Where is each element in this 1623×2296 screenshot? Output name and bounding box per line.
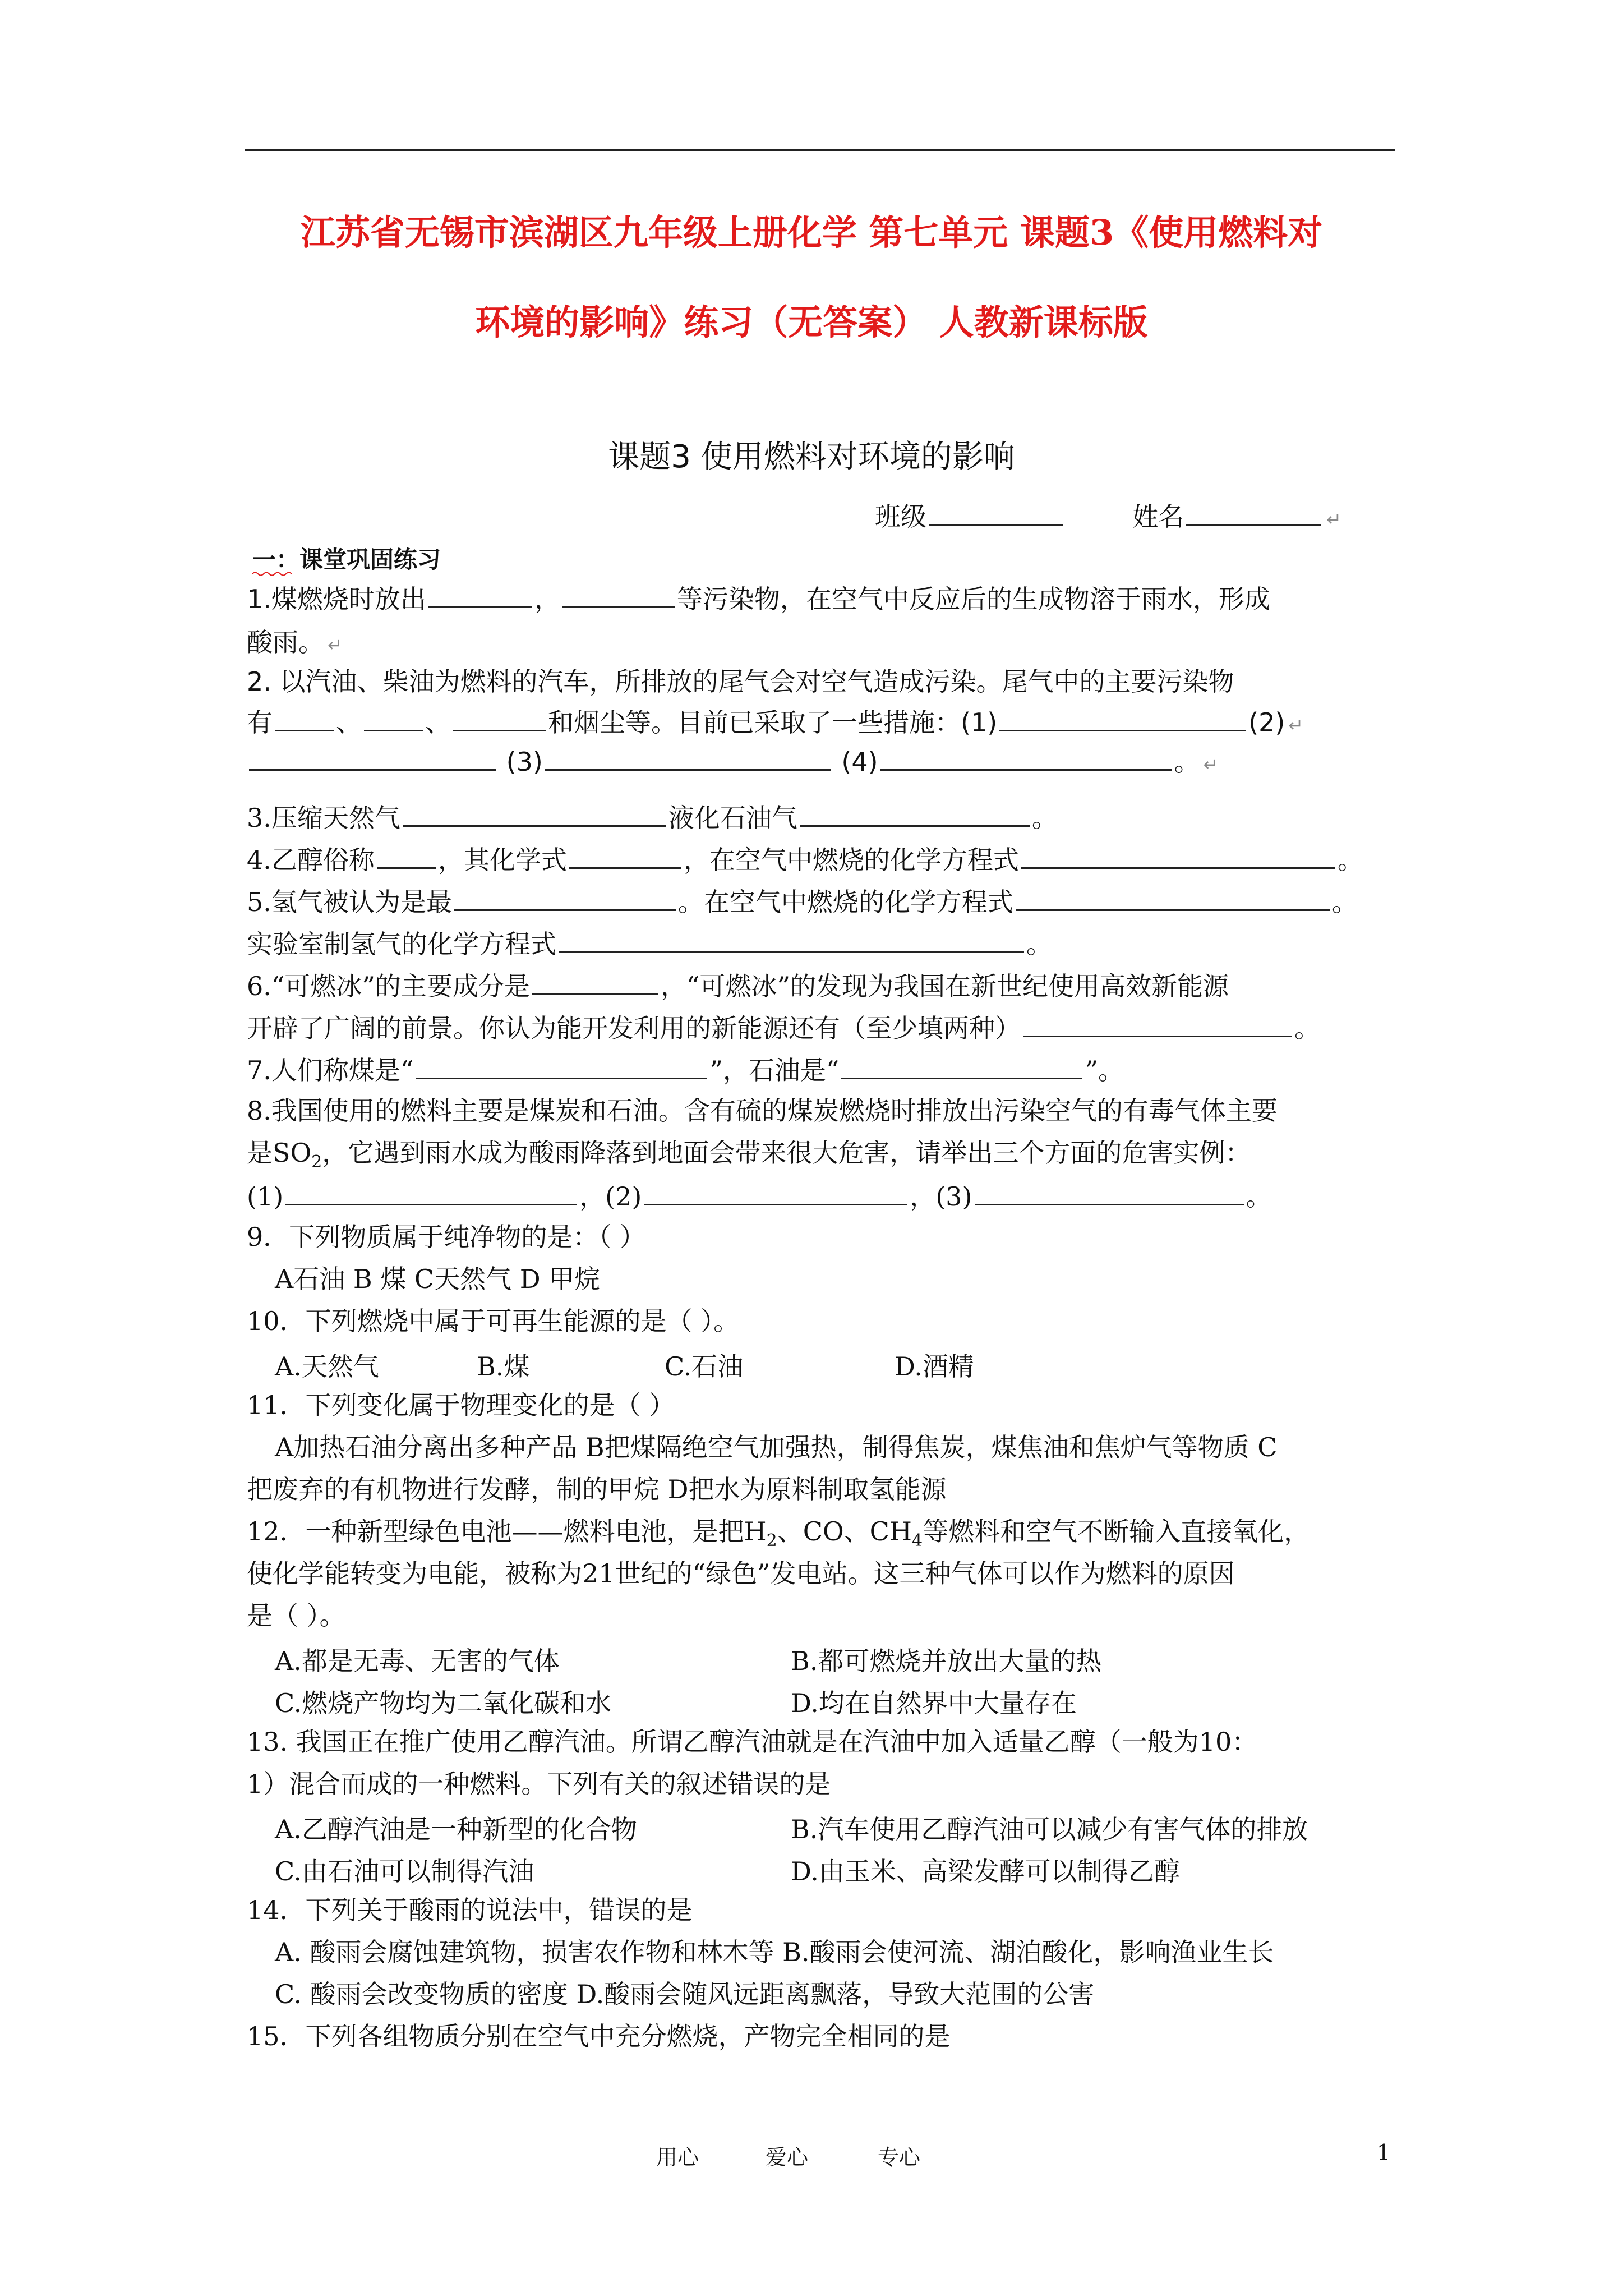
class-label: 班级	[875, 501, 926, 532]
name-label: 姓名	[1132, 501, 1184, 532]
blank[interactable]	[453, 704, 546, 731]
q10-option-b[interactable]: B.煤	[477, 1351, 530, 1382]
blank[interactable]	[841, 1052, 1082, 1079]
question-7: 7.人们称煤是“ ”，石油是“ ”。	[247, 1052, 1124, 1087]
question-5-line-1: 5.氢气被认为是最 。在空气中燃烧的化学方程式 。	[247, 884, 1358, 919]
spellcheck-squiggle	[252, 571, 294, 577]
blank[interactable]	[249, 743, 496, 771]
question-14-options-ab: A. 酸雨会腐蚀建筑物，损害农作物和林木等 B.酸雨会使河流、湖泊酸化，影响渔业生长	[275, 1937, 1274, 1967]
question-4: 4.乙醇俗称 ，其化学式 ，在空气中燃烧的化学方程式 。	[247, 841, 1363, 877]
question-9-options: A石油 B 煤 C天然气 D 甲烷	[275, 1264, 601, 1294]
question-12-line-2: 使化学能转变为电能，被称为21世纪的“绿色”发电站。这三种气体可以作为燃料的原因	[247, 1558, 1235, 1589]
question-8-line-3: (1) ，(2) ，(3) 。	[247, 1178, 1272, 1213]
q10-option-a[interactable]: A.天然气	[275, 1351, 379, 1382]
question-11-options-line-2: 把废弃的有机物进行发酵，制的甲烷 D把水为原料制取氢能源	[247, 1474, 947, 1504]
q12-option-b[interactable]: B.都可燃烧并放出大量的热	[791, 1646, 1102, 1676]
blank[interactable]	[403, 799, 666, 827]
blank[interactable]	[1021, 841, 1335, 869]
blank[interactable]	[532, 968, 658, 995]
question-11-options-line-1: A加热石油分离出多种产品 B把煤隔绝空气加强热，制得焦炭，煤焦油和焦炉气等物质 C	[275, 1432, 1278, 1462]
question-14-options-cd: C. 酸雨会改变物质的密度 D.酸雨会随风远距离飘落，导致大范围的公害	[275, 1979, 1095, 2009]
blank[interactable]	[800, 799, 1030, 827]
document-title-line-2: 环境的影响》练习（无答案） 人教新课标版	[475, 302, 1148, 343]
class-blank[interactable]	[929, 498, 1063, 526]
question-2-line-2: 有 、 、 和烟尘等。目前已采取了一些措施：(1) (2) ↵	[247, 704, 1303, 742]
question-8-line-2: 是$SO_2$，它遇到雨水成为酸雨降落到地面会带来很大危害，请举出三个方面的危害实例：	[247, 1138, 1251, 1172]
question-1-line-1: 1.煤燃烧时放出 ， 等污染物，在空气中反应后的生成物溶于雨水，形成	[247, 581, 1270, 616]
footer-word-3: 专心	[878, 2145, 921, 2170]
question-3: 3.压缩天然气 液化石油气 。	[247, 799, 1058, 835]
q13-option-c[interactable]: C.由石油可以制得汽油	[275, 1856, 534, 1887]
q13-option-d[interactable]: D.由玉米、高梁发酵可以制得乙醇	[791, 1856, 1180, 1887]
question-2-line-3: (3) (4) 。 ↵	[247, 743, 1218, 781]
q12-option-a[interactable]: A.都是无毒、无害的气体	[275, 1646, 560, 1676]
q10-option-c[interactable]: C.石油	[665, 1351, 744, 1382]
question-13-line-2: 1）混合而成的一种燃料。下列有关的叙述错误的是	[247, 1769, 831, 1799]
footer-word-1: 用心	[656, 2145, 699, 2170]
blank[interactable]	[562, 581, 675, 608]
q10-option-d[interactable]: D.酒精	[895, 1351, 974, 1382]
question-10: 10．下列燃烧中属于可再生能源的是（ ）。	[247, 1306, 740, 1336]
blank[interactable]	[999, 704, 1246, 731]
blank[interactable]	[559, 926, 1024, 953]
blank[interactable]	[285, 1178, 577, 1205]
question-11: 11．下列变化属于物理变化的是（ ）	[247, 1390, 675, 1420]
blank[interactable]	[880, 743, 1172, 771]
question-2-line-1: 2. 以汽油、柴油为燃料的汽车，所排放的尾气会对空气造成污染。尾气中的主要污染物	[247, 666, 1234, 697]
question-6-line-2: 开辟了广阔的前景。你认为能开发利用的新能源还有（至少填两种） 。	[247, 1010, 1320, 1045]
subheading: 一：课堂巩固练习	[252, 546, 441, 573]
blank[interactable]	[377, 841, 436, 869]
blank[interactable]	[1016, 884, 1330, 911]
blank[interactable]	[1023, 1010, 1292, 1037]
blank[interactable]	[545, 743, 831, 771]
blank[interactable]	[975, 1178, 1244, 1205]
section-title: 课题3 使用燃料对环境的影响	[608, 439, 1015, 475]
question-14: 14．下列关于酸雨的说法中，错误的是	[247, 1895, 693, 1925]
question-1-line-2: 酸雨。 ↵	[247, 627, 343, 657]
question-9: 9．下列物质属于纯净物的是：（ ）	[247, 1222, 645, 1252]
question-6-line-1: 6.“可燃冰”的主要成分是 ，“可燃冰”的发现为我国在新世纪使用高效新能源	[247, 968, 1229, 1003]
blank[interactable]	[364, 704, 423, 731]
q13-option-a[interactable]: A.乙醇汽油是一种新型的化合物	[275, 1814, 637, 1844]
question-12-line-3: 是（ ）。	[247, 1600, 345, 1631]
question-15: 15．下列各组物质分别在空气中充分燃烧，产物完全相同的是	[247, 2021, 951, 2051]
q12-option-c[interactable]: C.燃烧产物均为二氧化碳和水	[275, 1688, 612, 1718]
document-title-line-1: 江苏省无锡市滨湖区九年级上册化学 第七单元 课题3《使用燃料对	[300, 212, 1323, 253]
question-13-line-1: 13. 我国正在推广使用乙醇汽油。所谓乙醇汽油就是在汽油中加入适量乙醇（一般为10：	[247, 1727, 1258, 1757]
question-12-line-1: 12．一种新型绿色电池——燃料电池，是把$H_2$、CO、$CH_4$等燃料和空气不断输入直接氧化，	[247, 1516, 1310, 1551]
name-blank[interactable]	[1186, 498, 1321, 526]
blank[interactable]	[428, 581, 532, 608]
q13-option-b[interactable]: B.汽车使用乙醇汽油可以减少有害气体的排放	[791, 1814, 1308, 1844]
blank[interactable]	[416, 1052, 707, 1079]
q12-option-d[interactable]: D.均在自然界中大量存在	[791, 1688, 1077, 1718]
footer-word-2: 爱心	[766, 2145, 809, 2170]
blank[interactable]	[275, 704, 334, 731]
question-5-line-2: 实验室制氢气的化学方程式 。	[247, 926, 1052, 961]
blank[interactable]	[644, 1178, 907, 1205]
question-8-line-1: 8.我国使用的燃料主要是煤炭和石油。含有硫的煤炭燃烧时排放出污染空气的有毒气体主要	[247, 1096, 1278, 1126]
class-name-row: 班级 姓名 ↵	[875, 496, 1341, 533]
blank[interactable]	[569, 841, 681, 869]
page-number: 1	[1377, 2140, 1391, 2165]
header-rule	[245, 149, 1395, 151]
blank[interactable]	[454, 884, 676, 911]
